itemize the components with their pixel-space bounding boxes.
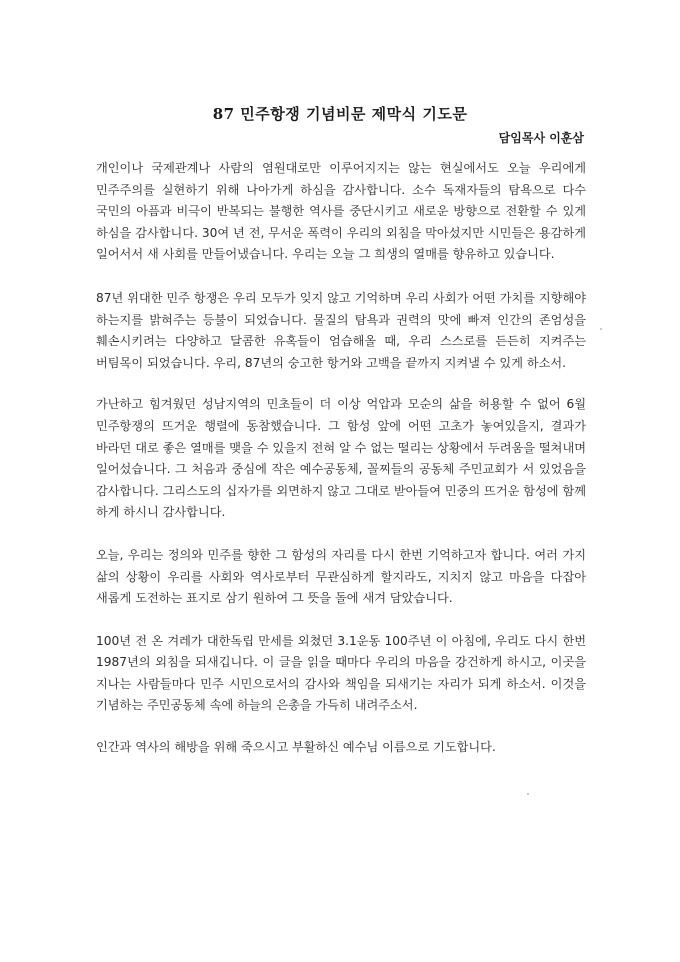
paragraph-5: 100년 전 온 겨레가 대한독립 만세를 외쳤던 3.1운동 100주년 이 아침에, 우리도 다시 한번 1987년의 외침을 되새깁니다. 이 글을 읽을 때마다 우리의 마음을 강건하게 하시고, 이곳을 지나는 사람들마다 민주 시민으로서의 감사와 책임을 되새기는 자리가 되게 하소서. 이것을 기념하는 주민공동체 속에 하늘의 은총을 가득히 내려주소서. (96, 633, 586, 713)
document-title: 87 민주항쟁 기념비문 제막식 기도문 (212, 105, 468, 123)
document-author: 담임목사 이훈삼 (498, 131, 584, 145)
scan-speck (600, 328, 602, 330)
document-body (96, 158, 586, 780)
paragraph-1: 개인이나 국제관계나 사람의 염원대로만 이루어지지는 않는 현실에서도 오늘 우리에게 민주주의를 실현하기 위해 나아가게 하심을 감사합니다. 소수 독재자들의 탐욕으로 다수 국민의 아픔과 비극이 반복되는 불행한 역사를 중단시키고 새로운 방향으로 전환할 수 있게 하심을 감사합니다. 30여 년 전, 무서운 폭력이 우리의 외침을 막아섰지만 시민들은 용감하게 일어서서 새 사회를 만들어냈습니다. 우리는 오늘 그 희생의 열매를 향유하고 있습니다. (96, 161, 586, 262)
paragraph-3: 가난하고 힘겨웠던 성남지역의 민초들이 더 이상 억압과 모순의 삶을 허용할 수 없어 6월 민주항쟁의 뜨거운 행렬에 동참했습니다. 그 함성 앞에 어떤 고초가 놓여있을지, 결과가 바라던 대로 좋은 열매를 맺을 수 있을지 전혀 알 수 없는 떨리는 상황에서 두려움을 떨쳐내며 일어섰습니다. 그 처음과 중심에 작은 예수공동체, 꼴찌들의 공동체 주민교회가 서 있었음을 감사합니다. 그리스도의 십자가를 외면하지 않고 그대로 받아들여 민중의 뜨거운 함성에 함께 하게 하시니 감사합니다. (96, 397, 586, 520)
scan-speck (527, 793, 529, 795)
paragraph-4: 오늘, 우리는 정의와 민주를 향한 그 함성의 자리를 다시 한번 기억하고자 합니다. 여러 가지 삶의 상황이 우리를 사회와 역사로부터 무관심하게 할지라도, 지치지 않고 마음을 다잡아 새롭게 도전하는 표지로 삼기 원하여 그 뜻을 돌에 새겨 담았습니다. (96, 547, 586, 606)
paragraph-2: 87년 위대한 민주 항쟁은 우리 모두가 잊지 않고 기억하며 우리 사회가 어떤 가치를 지향해야 하는지를 밝혀주는 등불이 되었습니다. 물질의 탐욕과 권력의 맛에 빠져 인간의 존엄성을 훼손시키려는 다양하고 달콤한 유혹들이 엄습해올 때, 우리 스스로를 든든히 지켜주는 버팀목이 되었습니다. 우리, 87년의 숭고한 항거와 고백을 끝까지 지켜낼 수 있게 하소서. (96, 290, 586, 370)
paragraph-6: 인간과 역사의 해방을 위해 죽으시고 부활하신 예수님 이름으로 기도합니다. (96, 740, 496, 755)
